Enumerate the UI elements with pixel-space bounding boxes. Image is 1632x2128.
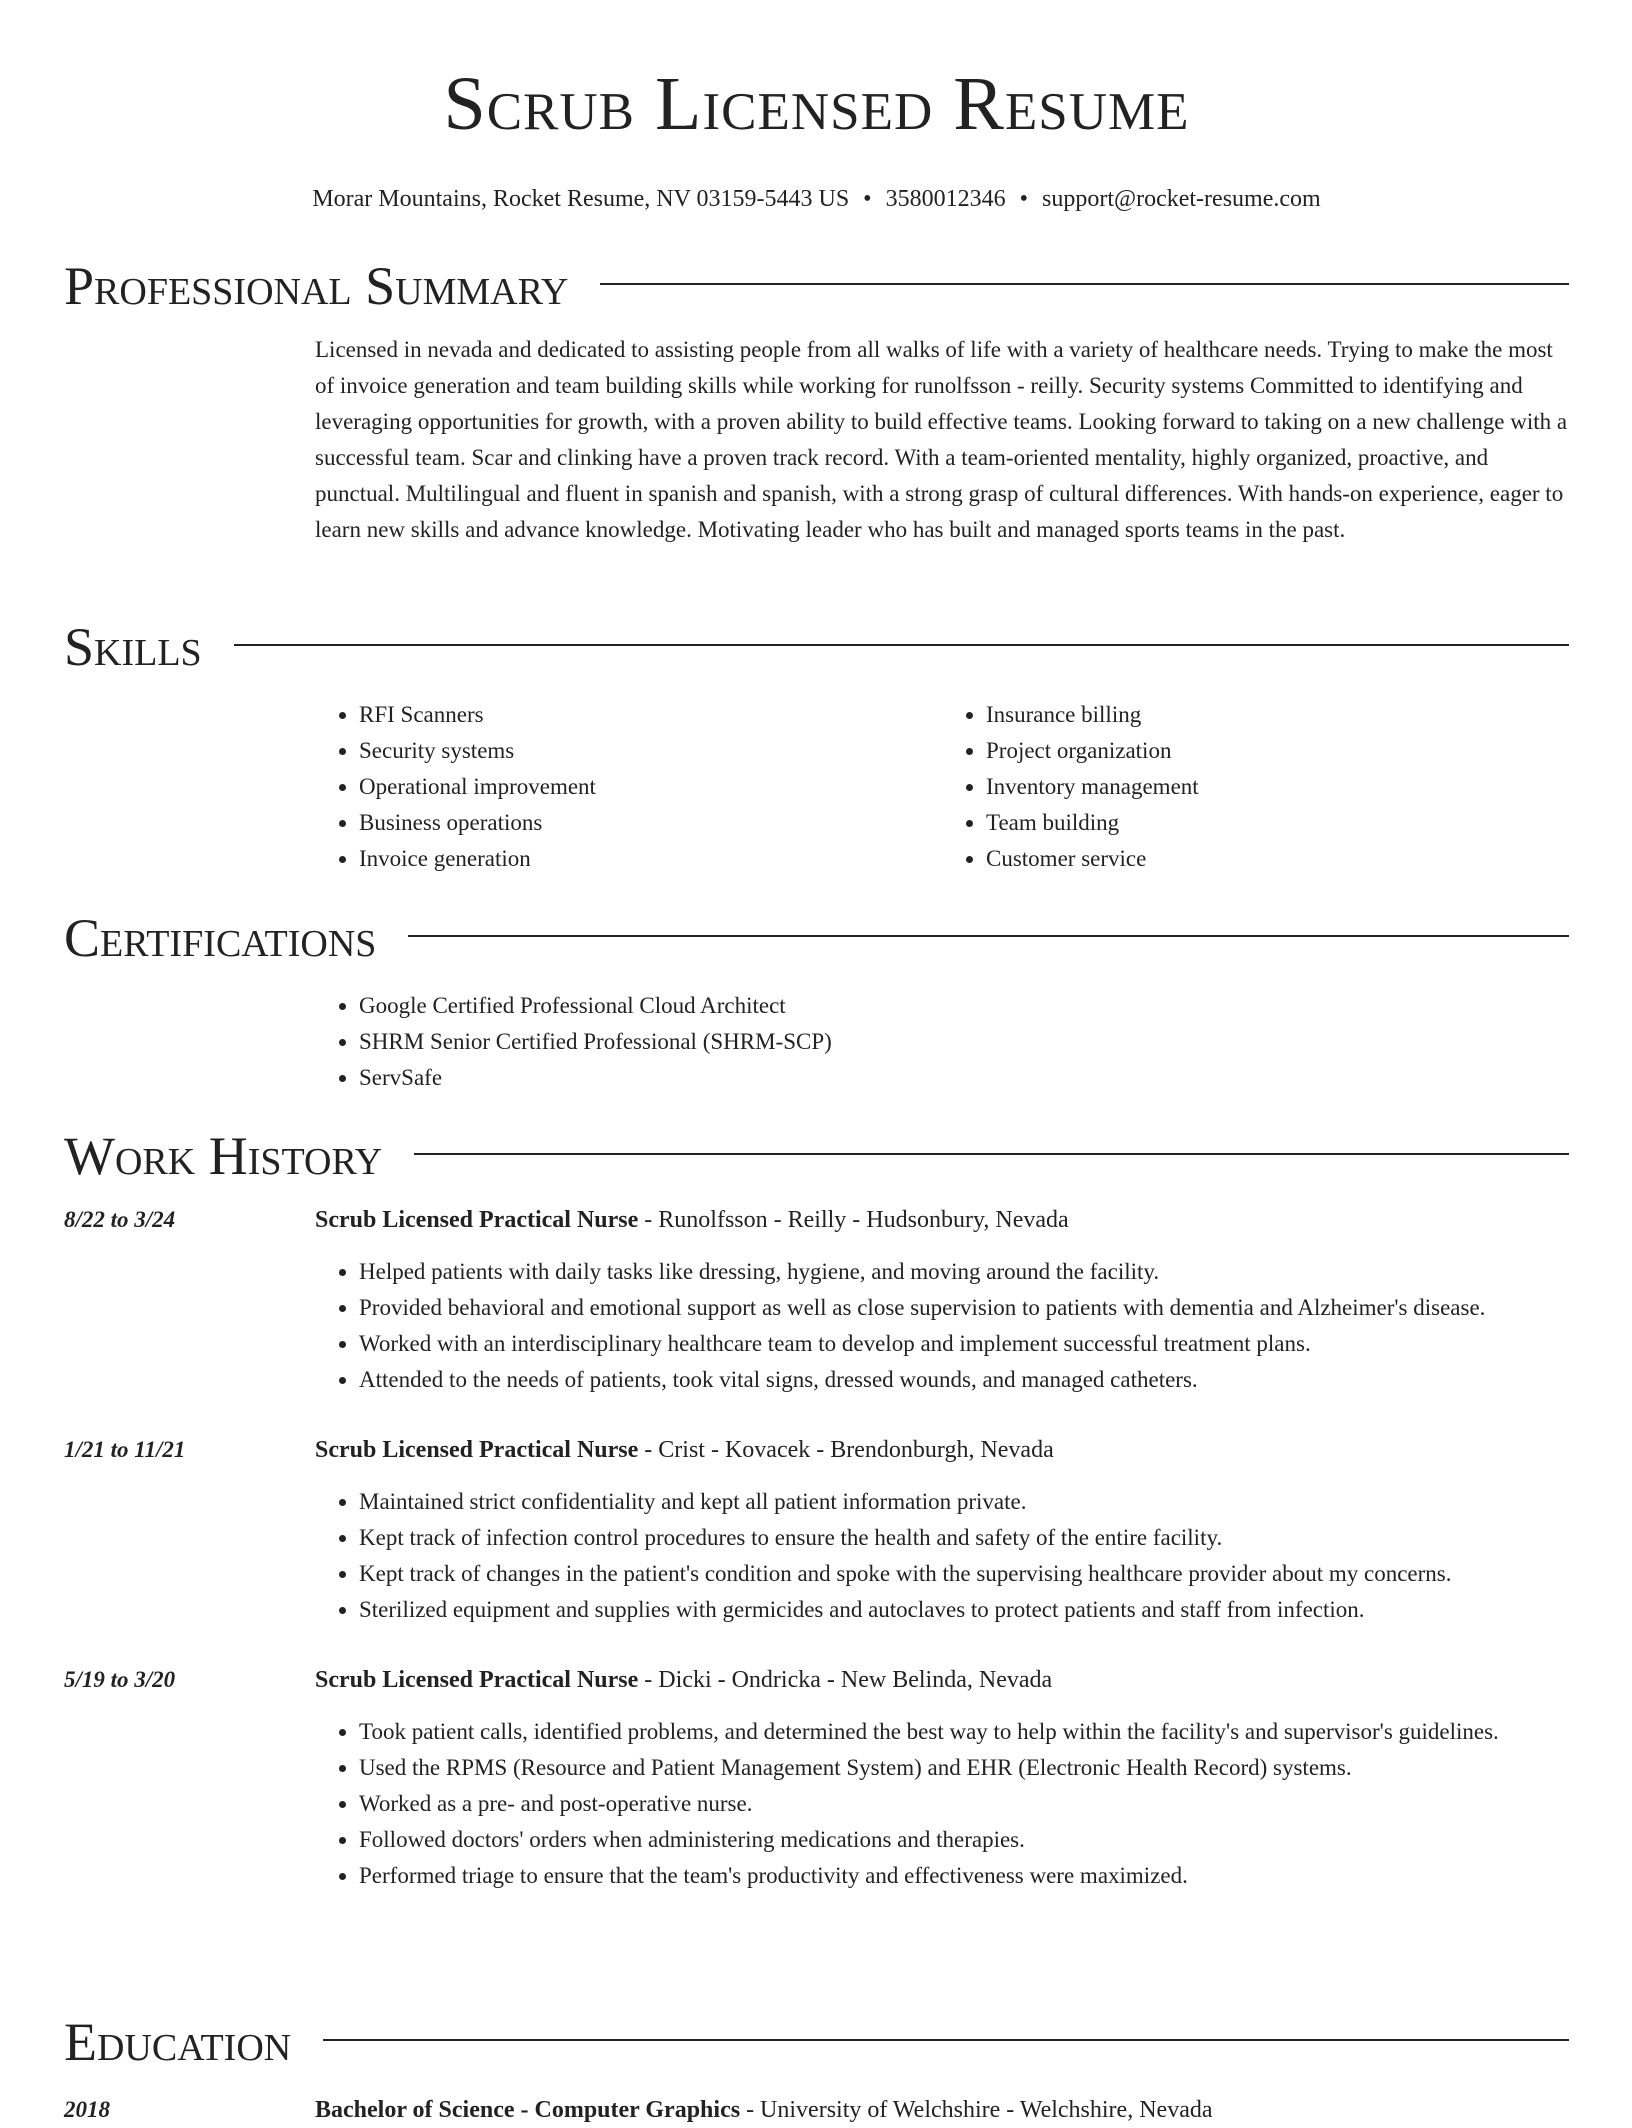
job-entry [64, 1662, 1569, 1894]
job-bullet: • Performed triage to ensure that the team's productivity and effectiveness were maximized. [359, 1858, 1569, 1894]
job-heading [315, 1202, 1569, 1238]
contact-phone: 3580012346 [885, 186, 1006, 212]
job-dates: 1/21 to 11/21 [64, 1437, 186, 1462]
skill-item: • Customer service [986, 841, 1569, 877]
education-heading-line [315, 2092, 1569, 2128]
education-school: - University of Welchshire - Welchshire, Nevada [740, 2097, 1213, 2123]
certifications-list [315, 988, 1569, 1096]
job-bullets [315, 1714, 1569, 1894]
job-bullets [315, 1484, 1569, 1628]
education-degree: Bachelor of Science - Computer Graphics [315, 2097, 741, 2123]
certification-item: • SHRM Senior Certified Professional (SHRM-SCP) [359, 1024, 1569, 1060]
contact-separator: • [863, 186, 872, 212]
job-dates: 5/19 to 3/20 [64, 1667, 176, 1692]
skills-heading-row [64, 615, 1569, 679]
job-bullet: • Sterilized equipment and supplies with germicides and autoclaves to protect patients and staff from infection. [359, 1592, 1569, 1628]
skill-item: • RFI Scanners [359, 697, 942, 733]
job-bullet: • Helped patients with daily tasks like dressing, hygiene, and moving around the facility. [359, 1254, 1569, 1290]
job-company: - Crist - Kovacek - Brendonburgh, Nevada [638, 1437, 1054, 1463]
skills-heading: Skills [64, 617, 202, 677]
section-divider [323, 2039, 1569, 2041]
contact-line [64, 184, 1569, 214]
certification-item: • Google Certified Professional Cloud Architect [359, 988, 1569, 1024]
skill-item: • Project organization [986, 733, 1569, 769]
section-divider [234, 644, 1569, 646]
section-divider [408, 935, 1569, 937]
job-heading [315, 1662, 1569, 1698]
skill-item: • Operational improvement [359, 769, 942, 805]
job-dates: 8/22 to 3/24 [64, 1207, 176, 1232]
resume-name: Scrub Licensed Resume [443, 62, 1190, 146]
job-title: Scrub Licensed Practical Nurse [315, 1667, 639, 1693]
job-title: Scrub Licensed Practical Nurse [315, 1207, 639, 1233]
skills-section [64, 615, 1569, 877]
section-divider [600, 283, 1569, 285]
certifications-heading-row [64, 906, 1569, 970]
work-history-heading: Work History [64, 1126, 383, 1186]
summary-heading: Professional Summary [64, 256, 569, 316]
skill-item: • Business operations [359, 805, 942, 841]
job-bullets [315, 1254, 1569, 1398]
skill-item: • Security systems [359, 733, 942, 769]
summary-section [64, 254, 1569, 548]
job-bullet: • Kept track of changes in the patient's condition and spoke with the supervising healthcare provider about my concerns. [359, 1556, 1569, 1592]
skills-list-left [315, 697, 942, 877]
certifications-body [315, 988, 1569, 1096]
skill-item: • Invoice generation [359, 841, 942, 877]
job-title: Scrub Licensed Practical Nurse [315, 1437, 639, 1463]
contact-email: support@rocket-resume.com [1041, 186, 1321, 212]
work-history-section [64, 1124, 1569, 1894]
job-entry [64, 1432, 1569, 1628]
contact-address: Morar Mountains, Rocket Resume, NV 03159-5443 US [312, 186, 850, 212]
resume-page [64, 0, 1569, 2123]
job-heading [315, 1432, 1569, 1468]
certifications-section [64, 906, 1569, 1096]
job-entry [64, 1202, 1569, 1398]
job-bullet-list [315, 1254, 1569, 1398]
certifications-heading: Certifications [64, 908, 377, 968]
job-company: - Dicki - Ondricka - New Belinda, Nevada [638, 1667, 1053, 1693]
job-bullet: • Took patient calls, identified problems, and determined the best way to help within the facility's and supervisor's guidelines. [359, 1714, 1569, 1750]
job-bullet: • Used the RPMS (Resource and Patient Management System) and EHR (Electronic Health Record) systems. [359, 1750, 1569, 1786]
certification-item: • ServSafe [359, 1060, 1569, 1096]
job-bullet: • Kept track of infection control procedures to ensure the health and safety of the entire facility. [359, 1520, 1569, 1556]
job-bullet: • Worked with an interdisciplinary healthcare team to develop and implement successful treatment plans. [359, 1326, 1569, 1362]
education-entry [64, 2092, 1569, 2128]
summary-text: Licensed in nevada and dedicated to assisting people from all walks of life with a variety of healthcare needs. Trying to make the most of invoice generation and team building skills while working for runolfsson - reilly. Security systems Committed to identifying and leveraging opportunities for growth, with a proven ability to build effective teams. Looking forward to taking on a new challenge with a successful team. Scar and clinking have a proven track record. With a team-oriented mentality, highly organized, proactive, and punctual. Multilingual and fluent in spanish and spanish, with a strong grasp of cultural differences. With hands-on experience, eager to learn new skills and advance knowledge. Motivating leader who has built and managed sports teams in the past. [315, 337, 1568, 542]
job-bullet: • Maintained strict confidentiality and kept all patient information private. [359, 1484, 1569, 1520]
summary-heading-row [64, 254, 1569, 318]
job-company: - Runolfsson - Reilly - Hudsonbury, Nevada [638, 1207, 1069, 1233]
job-bullet-list [315, 1484, 1569, 1628]
education-section [64, 2010, 1569, 2128]
education-year: 2018 [64, 2097, 110, 2122]
education-heading-row [64, 2010, 1569, 2074]
job-bullet-list [315, 1714, 1569, 1894]
skill-item: • Team building [986, 805, 1569, 841]
job-bullet: • Attended to the needs of patients, took vital signs, dressed wounds, and managed catheters. [359, 1362, 1569, 1398]
job-bullet: • Worked as a pre- and post-operative nurse. [359, 1786, 1569, 1822]
skills-columns [315, 697, 1569, 877]
skill-item: • Inventory management [986, 769, 1569, 805]
education-heading: Education [64, 2012, 292, 2072]
skill-item: • Insurance billing [986, 697, 1569, 733]
contact-separator: • [1019, 186, 1028, 212]
job-bullet: • Followed doctors' orders when administering medications and therapies. [359, 1822, 1569, 1858]
skills-list-right [942, 697, 1569, 877]
section-divider [414, 1153, 1569, 1155]
work-history-heading-row [64, 1124, 1569, 1188]
job-bullet: • Provided behavioral and emotional support as well as close supervision to patients with dementia and Alzheimer's disease. [359, 1290, 1569, 1326]
